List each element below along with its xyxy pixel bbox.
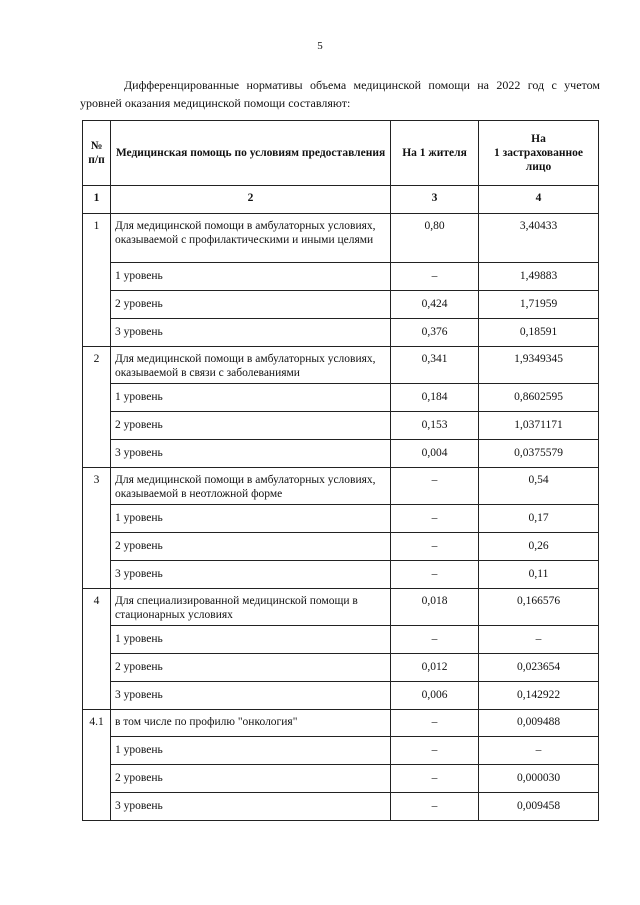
level-label: 2 уровень — [111, 533, 391, 561]
table-header-row — [83, 121, 599, 186]
row-title: Для медицинской помощи в амбулаторных условиях, оказываемой с профилактическими и иными целями — [111, 214, 391, 263]
table-row — [83, 214, 599, 263]
level-per-resident: – — [391, 626, 479, 654]
header-per-insured-label: 1 застрахованное лицо — [494, 147, 583, 173]
header-per-insured — [479, 121, 599, 186]
row-number: 2 — [83, 347, 111, 468]
level-row — [83, 384, 599, 412]
level-label: 3 уровень — [111, 561, 391, 589]
table-row — [83, 589, 599, 626]
level-label: 3 уровень — [111, 793, 391, 821]
level-per-insured: 0,142922 — [479, 682, 599, 710]
level-label: 1 уровень — [111, 384, 391, 412]
level-per-resident: – — [391, 533, 479, 561]
row-per-resident: – — [391, 468, 479, 505]
table-row — [83, 468, 599, 505]
level-row — [83, 291, 599, 319]
col-number: 4 — [479, 186, 599, 214]
level-row — [83, 533, 599, 561]
row-number: 4 — [83, 589, 111, 710]
level-per-insured: 0,0375579 — [479, 440, 599, 468]
page-number: 5 — [317, 40, 323, 52]
intro-paragraph: Дифференцированные нормативы объема медицинской помощи на 2022 год с учетом уровней оказания медицинской помощи составляют: — [80, 78, 600, 110]
level-label: 2 уровень — [111, 654, 391, 682]
level-per-resident: – — [391, 737, 479, 765]
header-per-insured-prefix: На — [531, 133, 546, 145]
level-row — [83, 440, 599, 468]
level-row — [83, 682, 599, 710]
header-per-resident: На 1 жителя — [391, 121, 479, 186]
level-label: 1 уровень — [111, 505, 391, 533]
level-label: 2 уровень — [111, 765, 391, 793]
level-per-insured: – — [479, 626, 599, 654]
level-per-insured: 0,17 — [479, 505, 599, 533]
level-row — [83, 737, 599, 765]
norms-table — [82, 120, 599, 821]
level-per-insured: 0,18591 — [479, 319, 599, 347]
level-row — [83, 319, 599, 347]
level-label: 3 уровень — [111, 682, 391, 710]
level-row — [83, 561, 599, 589]
table-row — [83, 710, 599, 737]
row-per-insured: 3,40433 — [479, 214, 599, 263]
level-per-resident: – — [391, 505, 479, 533]
level-row — [83, 505, 599, 533]
level-row — [83, 626, 599, 654]
row-per-insured: 0,009488 — [479, 710, 599, 737]
level-per-insured: 1,71959 — [479, 291, 599, 319]
level-per-insured: 1,49883 — [479, 263, 599, 291]
level-per-resident: 0,153 — [391, 412, 479, 440]
row-number: 4.1 — [83, 710, 111, 821]
col-number: 3 — [391, 186, 479, 214]
row-title: Для медицинской помощи в амбулаторных условиях, оказываемой в неотложной форме — [111, 468, 391, 505]
header-num: № п/п — [83, 121, 111, 186]
header-conditions: Медицинская помощь по условиям предоставления — [111, 121, 391, 186]
level-label: 1 уровень — [111, 263, 391, 291]
level-per-insured: 0,009458 — [479, 793, 599, 821]
row-per-resident: 0,80 — [391, 214, 479, 263]
row-per-resident: – — [391, 710, 479, 737]
level-row — [83, 654, 599, 682]
level-per-resident: – — [391, 561, 479, 589]
level-row — [83, 412, 599, 440]
row-per-resident: 0,341 — [391, 347, 479, 384]
level-per-resident: 0,012 — [391, 654, 479, 682]
level-per-resident: 0,376 — [391, 319, 479, 347]
level-per-resident: – — [391, 263, 479, 291]
level-label: 3 уровень — [111, 319, 391, 347]
level-per-resident: – — [391, 765, 479, 793]
row-per-insured: 0,166576 — [479, 589, 599, 626]
level-label: 2 уровень — [111, 291, 391, 319]
level-per-resident: 0,006 — [391, 682, 479, 710]
row-per-insured: 1,9349345 — [479, 347, 599, 384]
level-per-insured: 0,8602595 — [479, 384, 599, 412]
col-number: 2 — [111, 186, 391, 214]
level-per-insured: 0,11 — [479, 561, 599, 589]
level-per-insured: 1,0371171 — [479, 412, 599, 440]
row-title: в том числе по профилю "онкология" — [111, 710, 391, 737]
level-per-resident: 0,184 — [391, 384, 479, 412]
level-per-insured: 0,000030 — [479, 765, 599, 793]
level-per-insured: – — [479, 737, 599, 765]
level-per-resident: – — [391, 793, 479, 821]
col-number: 1 — [83, 186, 111, 214]
level-label: 3 уровень — [111, 440, 391, 468]
row-title: Для специализированной медицинской помощи в стационарных условиях — [111, 589, 391, 626]
level-label: 1 уровень — [111, 737, 391, 765]
level-per-insured: 0,023654 — [479, 654, 599, 682]
level-row — [83, 765, 599, 793]
row-number: 3 — [83, 468, 111, 589]
level-label: 2 уровень — [111, 412, 391, 440]
level-per-resident: 0,004 — [391, 440, 479, 468]
table-row — [83, 347, 599, 384]
level-per-insured: 0,26 — [479, 533, 599, 561]
row-number: 1 — [83, 214, 111, 347]
row-title: Для медицинской помощи в амбулаторных условиях, оказываемой в связи с заболеваниями — [111, 347, 391, 384]
level-per-resident: 0,424 — [391, 291, 479, 319]
column-numbers-row — [83, 186, 599, 214]
level-row — [83, 263, 599, 291]
level-label: 1 уровень — [111, 626, 391, 654]
level-row — [83, 793, 599, 821]
row-per-insured: 0,54 — [479, 468, 599, 505]
row-per-resident: 0,018 — [391, 589, 479, 626]
